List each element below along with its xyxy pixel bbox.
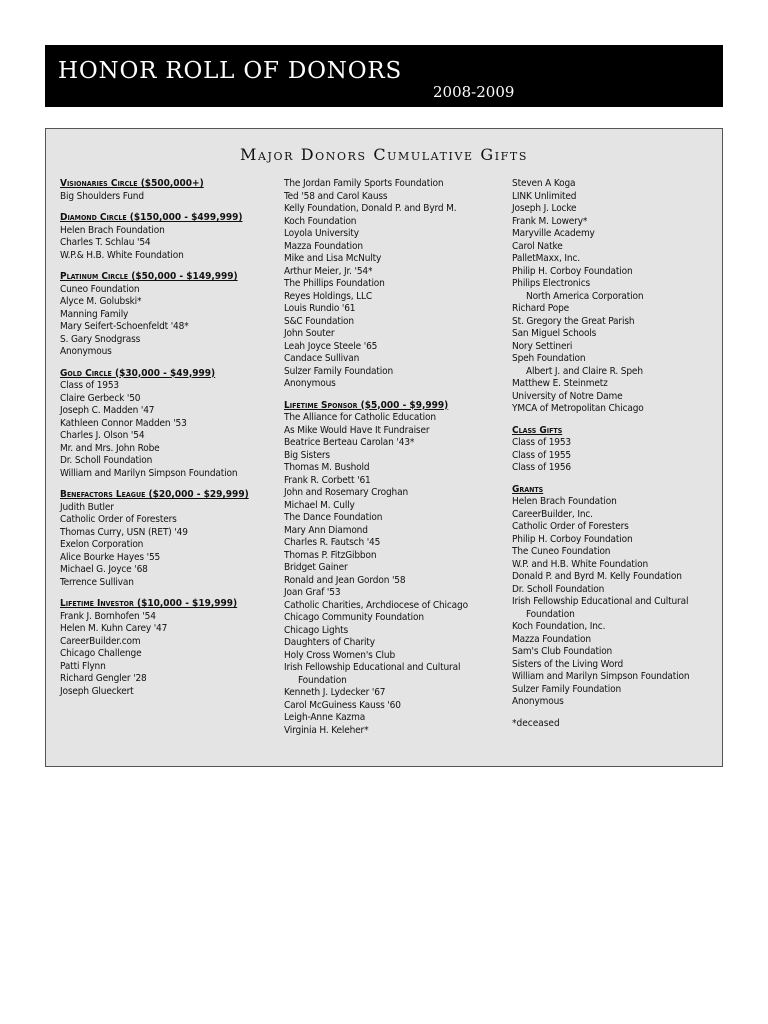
donor-name: Bridget Gainer: [284, 562, 348, 573]
donor-name: Frank M. Lowery*: [512, 215, 588, 227]
donor-name: John Souter: [284, 328, 335, 339]
donor-name: Cuneo Foundation: [60, 283, 140, 295]
donor-name: Holy Cross Women's Club: [284, 649, 396, 661]
donor-name: Catholic Charities, Archdiocese of Chicago: [284, 599, 468, 611]
donor-section: [512, 425, 718, 475]
donor-section: [60, 489, 282, 589]
donor-name: Claire Gerbeck '50: [60, 392, 141, 404]
donor-name: Thomas P. FitzGibbon: [284, 549, 377, 561]
donor-name: San Miguel Schools: [512, 328, 597, 339]
donor-name: Thomas M. Bushold: [284, 462, 370, 473]
donor-name: Virginia H. Keleher*: [284, 724, 369, 736]
year-label: 2008-2009: [433, 83, 515, 101]
donor-name: Irish Fellowship Educational and Cultural: [512, 596, 689, 607]
major-donors-panel: [45, 128, 723, 767]
donor-name: Koch Foundation: [284, 215, 357, 227]
deceased-note: *deceased: [512, 717, 560, 729]
donor-name: Catholic Order of Foresters: [60, 514, 177, 525]
donor-name: Reyes Holdings, LLC: [284, 290, 372, 302]
donor-name: Carol Natke: [512, 240, 563, 252]
donor-name: Mike and Lisa McNulty: [284, 253, 382, 264]
donor-name: S&C Foundation: [284, 315, 354, 327]
donor-name: Dr. Scholl Foundation: [512, 583, 605, 595]
donor-name: Charles R. Fautsch '45: [284, 537, 381, 548]
donor-name: CareerBuilder, Inc.: [512, 508, 593, 520]
donor-name: CareerBuilder.com: [60, 635, 141, 647]
donor-name: Maryville Academy: [512, 228, 595, 239]
donor-name: Sisters of the Living Word: [512, 658, 624, 670]
donor-name: Koch Foundation, Inc.: [512, 621, 606, 632]
section-title: Grants: [512, 483, 544, 495]
donor-name: Mazza Foundation: [284, 240, 363, 252]
donor-name: Frank J. Bornhofen '54: [60, 610, 156, 622]
donor-column-3: [512, 178, 718, 730]
donor-name: Anonymous: [512, 696, 564, 707]
donor-name: Dr. Scholl Foundation: [60, 455, 153, 466]
donor-name: Ronald and Jean Gordon '58: [284, 574, 406, 586]
donor-name: Frank R. Corbett '61: [284, 474, 371, 486]
donor-name: Helen Brach Foundation: [512, 496, 617, 507]
donor-name: Joseph C. Madden '47: [60, 405, 155, 416]
donor-name: The Dance Foundation: [284, 512, 383, 523]
donor-name: PalletMaxx, Inc.: [512, 253, 580, 264]
donor-section: [284, 400, 510, 738]
donor-name: Richard Gengler '28: [60, 673, 147, 684]
donor-name: The Phillips Foundation: [284, 278, 385, 289]
donor-name: Nory Settineri: [512, 340, 573, 352]
donor-name: Judith Butler: [60, 501, 114, 513]
donor-name: W.P. and H.B. White Foundation: [512, 558, 649, 570]
donor-section: [60, 368, 282, 481]
donor-name: Richard Pope: [512, 303, 570, 314]
donor-name: The Cuneo Foundation: [512, 546, 611, 557]
donor-name: As Mike Would Have It Fundraiser: [284, 424, 430, 436]
donor-name: William and Marilyn Simpson Foundation: [60, 467, 238, 479]
donor-name: Big Shoulders Fund: [60, 190, 144, 202]
section-title: Visionaries Circle ($500,000+): [60, 178, 204, 189]
donor-name: Joan Graf '53: [284, 587, 341, 598]
donor-name: Beatrice Berteau Carolan '43*: [284, 437, 415, 448]
donor-name: Catholic Order of Foresters: [512, 521, 629, 532]
donor-name: University of Notre Dame: [512, 390, 623, 402]
donor-section: [60, 178, 282, 203]
donor-name: Philip H. Corboy Foundation: [512, 265, 633, 277]
donor-name: Alice Bourke Hayes '55: [60, 551, 161, 563]
donor-name: John and Rosemary Croghan: [284, 487, 409, 498]
panel-heading: Major Donors Cumulative Gifts: [240, 145, 528, 164]
donor-name: S. Gary Snodgrass: [60, 333, 141, 345]
section-title: Lifetime Sponsor ($5,000 - $9,999): [284, 399, 449, 411]
donor-name: Kelly Foundation, Donald P. and Byrd M.: [284, 203, 457, 214]
section-title: Gold Circle ($30,000 - $49,999): [60, 367, 216, 379]
donor-name: Charles J. Olson '54: [60, 430, 145, 441]
donor-name: Donald P. and Byrd M. Kelly Foundation: [512, 571, 682, 582]
donor-name: Michael M. Cully: [284, 499, 355, 511]
donor-name: W.P.& H.B. White Foundation: [60, 249, 184, 261]
donor-name: Joseph J. Locke: [512, 203, 577, 214]
donor-name: Mazza Foundation: [512, 633, 591, 645]
page-title: HONOR ROLL OF DONORS: [58, 58, 403, 84]
donor-name: Foundation: [526, 608, 575, 620]
section-title: Diamond Circle ($150,000 - $499,999): [60, 212, 243, 223]
donor-name: The Jordan Family Sports Foundation: [284, 178, 444, 189]
donor-section: [512, 178, 718, 416]
donor-name: Exelon Corporation: [60, 539, 144, 550]
donor-name: Chicago Lights: [284, 624, 349, 636]
donor-name: Class of 1953: [512, 437, 571, 448]
section-title: Lifetime Investor ($10,000 - $19,999): [60, 598, 238, 609]
donor-name: Ted '58 and Carol Kauss: [284, 190, 388, 202]
donor-name: Patti Flynn: [60, 660, 106, 672]
donor-name: Manning Family: [60, 308, 129, 320]
donor-name: Albert J. and Claire R. Speh: [526, 365, 643, 377]
donor-name: Helen M. Kuhn Carey '47: [60, 623, 168, 634]
donor-name: Kenneth J. Lydecker '67: [284, 687, 386, 698]
section-title: Platinum Circle ($50,000 - $149,999): [60, 271, 238, 282]
donor-name: Mary Seifert-Schoenfeldt '48*: [60, 321, 189, 332]
donor-name: St. Gregory the Great Parish: [512, 315, 635, 327]
donor-name: Leah Joyce Steele '65: [284, 340, 378, 352]
donor-name: Class of 1955: [512, 449, 571, 461]
donor-name: Speh Foundation: [512, 353, 586, 364]
donor-name: Alyce M. Golubski*: [60, 296, 142, 307]
donor-name: Terrence Sullivan: [60, 576, 134, 588]
donor-name: Chicago Challenge: [60, 648, 142, 659]
donor-name: The Alliance for Catholic Education: [284, 412, 436, 423]
donor-section: [60, 598, 282, 698]
donor-name: Arthur Meier, Jr. '54*: [284, 265, 373, 277]
donor-name: Daughters of Charity: [284, 637, 375, 648]
donor-name: Steven A Koga: [512, 178, 576, 189]
donor-name: Loyola University: [284, 228, 359, 239]
donor-name: Mary Ann Diamond: [284, 524, 368, 536]
donor-name: Mr. and Mrs. John Robe: [60, 442, 160, 454]
donor-name: Class of 1953: [60, 380, 119, 391]
donor-name: Class of 1956: [512, 462, 571, 473]
donor-name: Helen Brach Foundation: [60, 224, 165, 236]
donor-name: Louis Rundio '61: [284, 303, 356, 314]
donor-section: [60, 271, 282, 359]
donor-name: Irish Fellowship Educational and Cultural: [284, 662, 461, 673]
donor-section: [284, 178, 510, 391]
donor-name: Candace Sullivan: [284, 353, 360, 364]
donor-name: Philips Electronics: [512, 278, 591, 289]
donor-name: Foundation: [298, 674, 347, 686]
donor-name: Anonymous: [60, 346, 112, 357]
donor-name: Matthew E. Steinmetz: [512, 378, 608, 389]
donor-name: William and Marilyn Simpson Foundation: [512, 671, 690, 682]
header-banner: [45, 45, 723, 107]
donor-column-2: [284, 178, 510, 737]
donor-name: Michael G. Joyce '68: [60, 564, 148, 575]
section-title: Benefactors League ($20,000 - $29,999): [60, 489, 249, 500]
donor-name: Sam's Club Foundation: [512, 646, 613, 657]
donor-name: YMCA of Metropolitan Chicago: [512, 403, 644, 414]
donor-name: Sulzer Family Foundation: [512, 683, 622, 695]
donor-section: [512, 484, 718, 709]
donor-name: Anonymous: [284, 378, 336, 389]
donor-name: Philip H. Corboy Foundation: [512, 533, 633, 545]
donor-name: Chicago Community Foundation: [284, 612, 424, 623]
donor-section: [60, 212, 282, 262]
donor-name: Big Sisters: [284, 449, 330, 461]
donor-name: Joseph Glueckert: [60, 685, 134, 697]
donor-name: LINK Unlimited: [512, 190, 577, 202]
section-title: Class Gifts: [512, 424, 563, 436]
donor-name: North America Corporation: [526, 290, 644, 302]
donor-name: Kathleen Connor Madden '53: [60, 417, 187, 429]
donor-name: Charles T. Schlau '54: [60, 237, 151, 248]
donor-name: Carol McGuiness Kauss '60: [284, 699, 401, 711]
donor-column-1: [60, 178, 282, 698]
donor-name: Thomas Curry, USN (RET) '49: [60, 526, 188, 538]
donor-name: Leigh-Anne Kazma: [284, 712, 366, 723]
donor-name: Sulzer Family Foundation: [284, 365, 394, 377]
